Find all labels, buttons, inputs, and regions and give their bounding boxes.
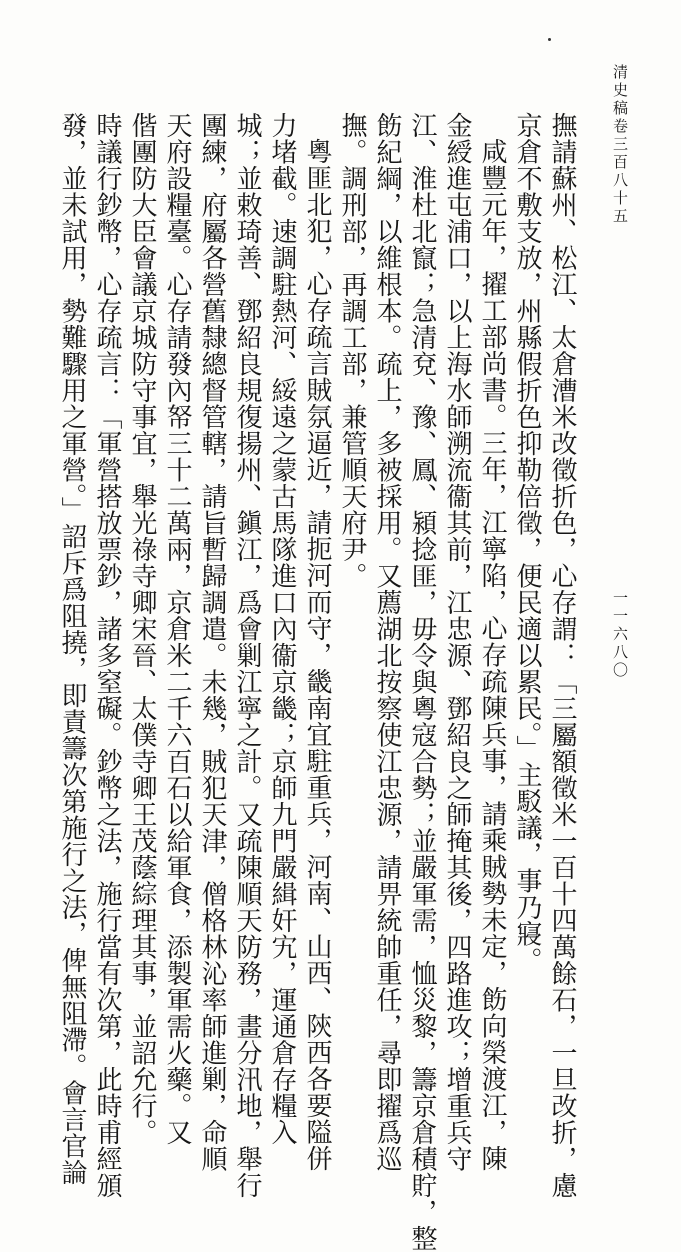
text-column: 撫。調刑部，再調工部，兼管順天府尹。 bbox=[337, 112, 367, 589]
text-column: 京倉不敷支放，州縣假折色抑勒倍徵，便民適以累民。」主駁議，事乃寢。 bbox=[512, 112, 542, 974]
text-column: 咸豐元年，擢工部尚書。三年，江寧陷，心存疏陳兵事，請乘賊勢未定，飭向榮渡江，陳 bbox=[477, 138, 507, 1172]
text-column: 飭紀綱，以維根本。疏上，多被採用。又薦湖北按察使江忠源，請畀統帥重任，尋即擢爲巡 bbox=[372, 112, 402, 1172]
ink-dot bbox=[548, 38, 551, 41]
text-column: 力堵截。速調駐熱河、綏遠之蒙古馬隊進口內衞京畿；京師九門嚴緝奸宄，運通倉存糧入 bbox=[267, 112, 297, 1146]
text-column: 時議行鈔幣，心存疏言：「軍營搭放票鈔，諸多窒礙。鈔幣之法，施行當有次第，此時甫經頒 bbox=[92, 112, 122, 1199]
running-title: 清史稿卷三百八十五 bbox=[611, 64, 629, 226]
text-column: 粵匪北犯，心存疏言賊氛逼近，請扼河而守，畿南宜駐重兵，河南、山西、陝西各要隘併 bbox=[302, 138, 332, 1172]
text-column: 城；並敕琦善、鄧紹良規復揚州、鎭江，爲會剿江寧之計。又疏陳順天防務，畫分汛地，舉行 bbox=[232, 112, 262, 1199]
text-column: 偕團防大臣會議京城防守事宜，舉光祿寺卿宋晉、太僕寺卿王茂蔭綜理其事，並詔允行。 bbox=[127, 112, 157, 1146]
text-column: 團練，府屬各營舊隸總督管轄，請旨暫歸調遣。未幾，賊犯天津，僧格林沁率師進剿，命順 bbox=[197, 112, 227, 1172]
text-column: 撫請蘇州、松江、太倉漕米改徵折色，心存謂：「三屬額徵米一百十四萬餘石，一旦改折，慮 bbox=[547, 112, 577, 1199]
text-column: 天府設糧臺。心存請發內帑三十二萬兩，京倉米二千六百石以給軍食，添製軍需火藥。又 bbox=[162, 112, 192, 1146]
page-number: 一一六八〇 bbox=[611, 590, 629, 680]
text-column: 江、淮杜北竄；急清兗、豫、鳳、潁捻匪，毋令與粵寇合勢；並嚴軍需，恤災黎，籌京倉積貯，整 bbox=[407, 112, 437, 1252]
text-column: 發，並未試用，勢難驟用之軍營。」詔斥爲阻撓，即責籌次第施行之法，俾無阻滯。會言官論 bbox=[57, 112, 87, 1186]
text-column: 金綬進屯浦口，以上海水師溯流衞其前，江忠源、鄧紹良之師掩其後，四路進攻；增重兵守 bbox=[442, 112, 472, 1172]
